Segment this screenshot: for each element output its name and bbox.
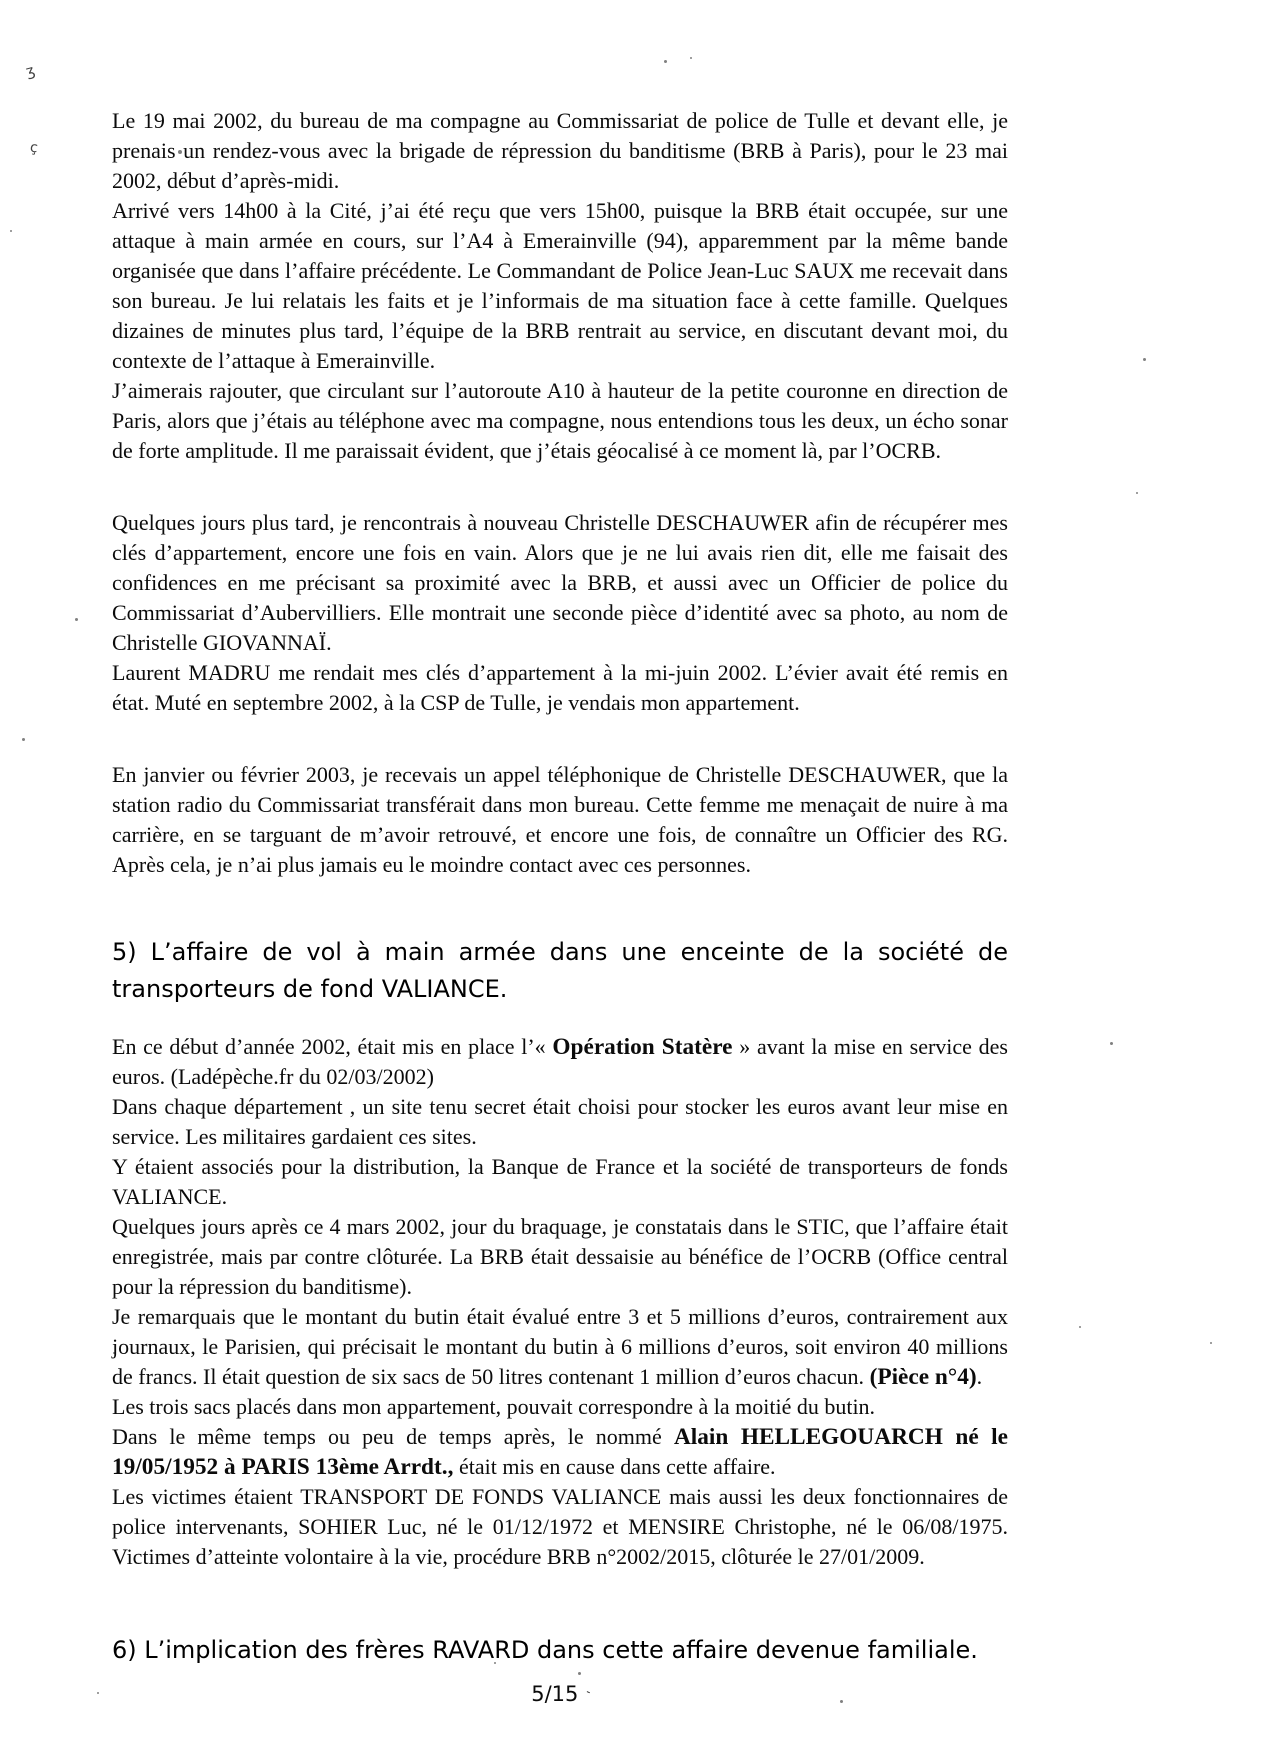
scan-speckle: [22, 738, 25, 741]
scan-speckle: [10, 230, 12, 232]
body-paragraph: Dans chaque département , un site tenu secret était choisi pour stocker les euros avant leur mise en service. Les militaires gardaient ces sites.: [112, 1094, 1008, 1149]
pen-scribble-mark: ç: [28, 139, 39, 157]
body-paragraph: Les trois sacs placés dans mon appartement, pouvait correspondre à la moitié du butin.: [112, 1394, 876, 1419]
body-paragraph: Je remarquais que le montant du butin était évalué entre 3 et 5 millions d’euros, contrairement aux journaux, le Parisien, qui précisait le montant du butin à 6 millions d’euros, soit environ 40 millions de francs. Il était question de six sacs de 50 litres contenant 1 million d’euros chacun. (Pièce n°4).: [112, 1304, 1008, 1390]
scan-speckle: [690, 57, 692, 59]
scan-speckle: [97, 1692, 99, 1694]
scan-speckle: [1110, 1042, 1113, 1045]
body-paragraph: J’aimerais rajouter, que circulant sur l’autoroute A10 à hauteur de la petite couronne en direction de Paris, alors que j’étais au téléphone avec ma compagne, nous entendions tous les deux, un écho sonar de forte amplitude. Il me paraissait évident, que j’étais géocalisé à ce moment là, par l’OCRB.: [112, 378, 1008, 463]
page-footer: [112, 1679, 1008, 1712]
text-column: [112, 106, 1008, 1712]
blank-line: [112, 1572, 1008, 1632]
scan-speckle: [1079, 1326, 1081, 1328]
body-paragraph: Quelques jours plus tard, je rencontrais à nouveau Christelle DESCHAUWER afin de récupérer mes clés d’appartement, encore une fois en vain. Alors que je ne lui avais rien dit, elle me faisait des confidences en me précisant sa proximité avec la BRB, et aussi avec un Officier de police du Commissariat d’Aubervilliers. Elle montrait une seconde pièce d’identité avec sa photo, au nom de Christelle GIOVANNAÏ.: [112, 510, 1008, 655]
pen-scribble-mark: ʒ: [23, 61, 35, 81]
body-paragraph: Le 19 mai 2002, du bureau de ma compagne au Commissariat de police de Tulle et devant elle, je prenais un rendez-vous avec la brigade de répression du banditisme (BRB à Paris), pour le 23 mai 2002, début d’après-midi.: [112, 108, 1008, 193]
scan-speckle: [664, 60, 667, 63]
body-paragraph: Arrivé vers 14h00 à la Cité, j’ai été reçu que vers 15h00, puisque la BRB était occupée, sur une attaque à main armée en cours, sur l’A4 à Emerainville (94), apparemment par la même bande organisée que dans l’affaire précédente. Le Commandant de Police Jean-Luc SAUX me recevait dans son bureau. Je lui relatais les faits et je l’informais de ma situation face à cette famille. Quelques dizaines de minutes plus tard, l’équipe de la BRB rentrait au service, en discutant devant moi, du contexte de l’attaque à Emerainville.: [112, 198, 1008, 373]
blank-line: [112, 466, 1008, 508]
section-heading: 5) L’affaire de vol à main armée dans une enceinte de la société de transporteurs de fond VALIANCE.: [112, 938, 1008, 1003]
body-paragraph: Les victimes étaient TRANSPORT DE FONDS VALIANCE mais aussi les deux fonctionnaires de police intervenants, SOHIER Luc, né le 01/12/1972 et MENSIRE Christophe, né le 06/08/1975. Victimes d’atteinte volontaire à la vie, procédure BRB n°2002/2015, clôturée le 27/01/2009.: [112, 1484, 1008, 1569]
blank-line: [112, 718, 1008, 760]
body-paragraph: En ce début d’année 2002, était mis en place l’« Opération Statère » avant la mise en service des euros. (Ladépèche.fr du 02/03/2002): [112, 1034, 1008, 1089]
body-paragraph: Dans le même temps ou peu de temps après, le nommé Alain HELLEGOUARCH né le 19/05/1952 à PARIS 13ème Arrdt., était mis en cause dans cette affaire.: [112, 1424, 1008, 1480]
body-paragraph: Y étaient associés pour la distribution, la Banque de France et la société de transporteurs de fonds VALIANCE.: [112, 1154, 1008, 1209]
scan-speckle: [1143, 358, 1146, 361]
section-heading: 6) L’implication des frères RAVARD dans cette affaire devenue familiale.: [112, 1636, 978, 1664]
page-number: 5/15: [531, 1682, 579, 1706]
pen-mark: -: [584, 1684, 595, 1699]
body-paragraph: Laurent MADRU me rendait mes clés d’appartement à la mi-juin 2002. L’évier avait été remis en état. Muté en septembre 2002, à la CSP de Tulle, je vendais mon appartement.: [112, 660, 1008, 715]
scan-speckle: [75, 618, 78, 621]
blank-line: [112, 880, 1008, 934]
scan-speckle: [1210, 1342, 1212, 1344]
body-paragraph: En janvier ou février 2003, je recevais un appel téléphonique de Christelle DESCHAUWER, que la station radio du Commissariat transférait dans mon bureau. Cette femme me menaçait de nuire à ma carrière, en se targuant de m’avoir retrouvé, et encore une fois, de connaître un Officier des RG. Après cela, je n’ai plus jamais eu le moindre contact avec ces personnes.: [112, 762, 1008, 877]
scan-speckle: [1136, 492, 1138, 494]
body-paragraph: Quelques jours après ce 4 mars 2002, jour du braquage, je constatais dans le STIC, que l’affaire était enregistrée, mais par contre clôturée. La BRB était dessaisie au bénéfice de l’OCRB (Office central pour la répression du banditisme).: [112, 1214, 1008, 1299]
blank-line: [112, 1008, 1008, 1032]
